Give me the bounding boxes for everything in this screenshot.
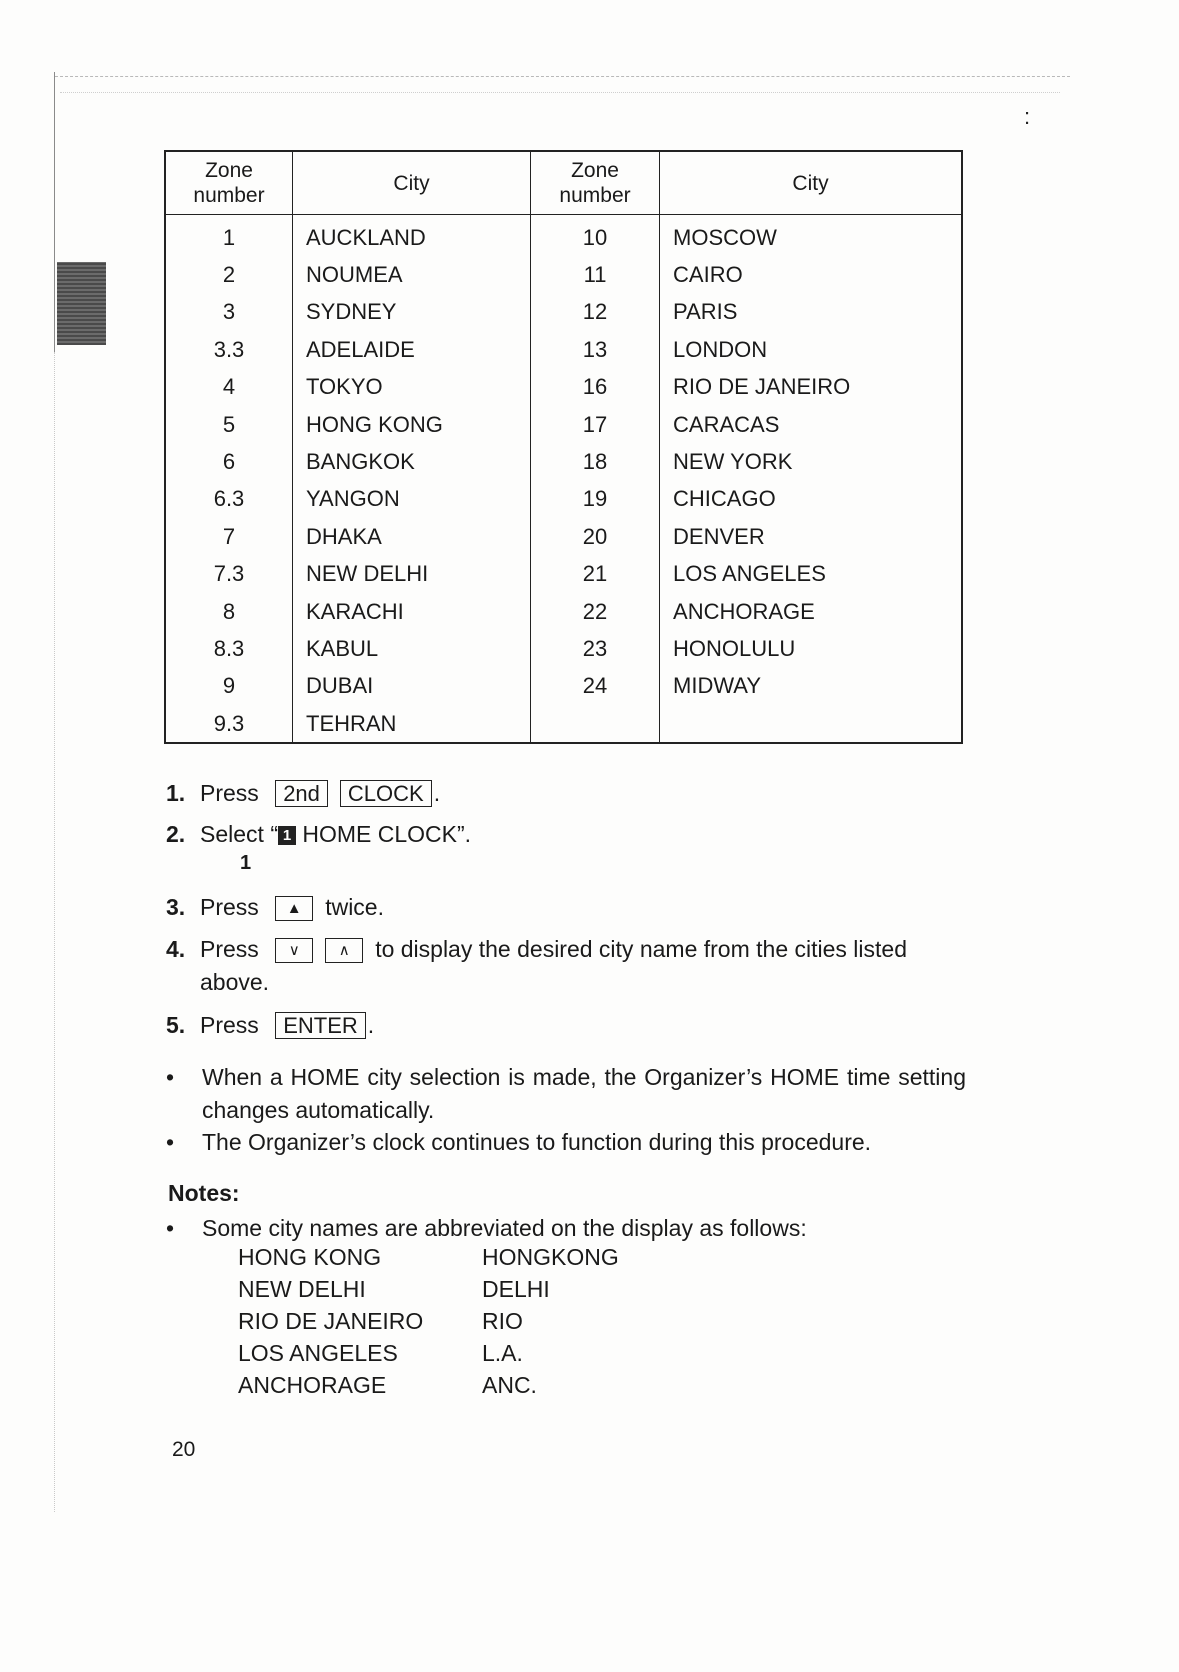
step-1 <box>166 780 440 807</box>
step-number: 2. <box>166 821 186 847</box>
zone-number-cell: 9 <box>165 668 293 705</box>
zone-number-cell: 23 <box>531 630 660 667</box>
bullet-dot-icon: • <box>166 1215 175 1241</box>
abbreviation-full-name: HONG KONG <box>238 1244 382 1270</box>
header-city-2: City <box>660 151 962 215</box>
zone-number-cell: 9.3 <box>165 705 293 743</box>
zone-number-cell: 19 <box>531 481 660 518</box>
city-cell: AUCKLAND <box>293 215 531 257</box>
table-row <box>165 630 962 667</box>
up-arrow-key-icon: ▲ <box>275 896 313 921</box>
city-cell: NOUMEA <box>293 256 531 293</box>
table-header-row <box>165 151 962 215</box>
city-cell: NEW YORK <box>660 443 962 480</box>
zone-number-cell: 6 <box>165 443 293 480</box>
zone-number-cell: 2 <box>165 256 293 293</box>
header-city-1: City <box>293 151 531 215</box>
page-number: 20 <box>172 1438 196 1461</box>
key-2nd: 2nd <box>275 780 328 807</box>
zone-number-cell: 24 <box>531 668 660 705</box>
table-row <box>165 256 962 293</box>
zone-number-cell: 4 <box>165 369 293 406</box>
abbreviation-short-name: L.A. <box>482 1340 523 1366</box>
abbreviation-row <box>238 1244 619 1271</box>
city-cell: ADELAIDE <box>293 331 531 368</box>
abbreviation-full-name: LOS ANGELES <box>238 1340 398 1366</box>
step-number: 1. <box>166 780 186 806</box>
city-cell: YANGON <box>293 481 531 518</box>
abbreviation-row <box>238 1372 537 1399</box>
zone-number-cell: 18 <box>531 443 660 480</box>
bullet-2 <box>166 1126 966 1159</box>
city-cell: LONDON <box>660 331 962 368</box>
city-cell: TEHRAN <box>293 705 531 743</box>
key-clock: CLOCK <box>340 780 432 807</box>
key-enter: ENTER <box>275 1012 366 1039</box>
city-cell: KABUL <box>293 630 531 667</box>
bullet-text: When a HOME city selection is made, the Organizer’s HOME time setting changes automatically. <box>202 1064 966 1123</box>
scan-edge-left <box>54 72 55 352</box>
zone-number-cell: 21 <box>531 556 660 593</box>
zone-number-cell: 7.3 <box>165 556 293 593</box>
step-number: 4. <box>166 936 186 962</box>
zone-number-cell: 8 <box>165 593 293 630</box>
city-cell: MIDWAY <box>660 668 962 705</box>
step-number: 3. <box>166 894 186 920</box>
down-key-icon: ∨ <box>275 938 313 963</box>
scan-edge-left-faint <box>54 352 55 1512</box>
table-row <box>165 331 962 368</box>
city-cell: BANGKOK <box>293 443 531 480</box>
notes-intro-text: Some city names are abbreviated on the display as follows: <box>202 1215 807 1241</box>
abbreviation-short-name: HONGKONG <box>482 1244 619 1270</box>
step-text-end: HOME CLOCK”. <box>295 821 472 847</box>
city-cell: PARIS <box>660 294 962 331</box>
time-zone-table <box>164 150 963 744</box>
zone-number-cell: 1 <box>165 215 293 257</box>
table-row <box>165 593 962 630</box>
abbreviation-full-name: RIO DE JANEIRO <box>238 1308 424 1334</box>
abbreviation-short-name: RIO <box>482 1308 523 1334</box>
step-text-end: . <box>433 780 441 806</box>
city-cell: NEW DELHI <box>293 556 531 593</box>
zone-number-cell: 16 <box>531 369 660 406</box>
zone-number-cell <box>531 705 660 743</box>
step-2-subscript: 1 <box>240 852 252 874</box>
bullet-dot-icon: • <box>166 1129 175 1155</box>
table-row <box>165 668 962 705</box>
zone-number-cell: 8.3 <box>165 630 293 667</box>
city-cell: DUBAI <box>293 668 531 705</box>
abbreviation-full-name: ANCHORAGE <box>238 1372 387 1398</box>
abbreviation-row <box>238 1340 523 1367</box>
notes-title: Notes: <box>168 1180 240 1206</box>
scan-edge-top-faint <box>60 92 1060 93</box>
bullet-text: The Organizer’s clock continues to function during this procedure. <box>202 1129 872 1155</box>
scan-edge-top <box>55 76 1070 77</box>
corner-mark: : <box>1024 104 1031 129</box>
city-cell: ANCHORAGE <box>660 593 962 630</box>
abbreviation-full-name: NEW DELHI <box>238 1276 366 1302</box>
zone-number-cell: 12 <box>531 294 660 331</box>
step-text: Press <box>200 936 259 962</box>
zone-number-cell: 10 <box>531 215 660 257</box>
zone-number-cell: 5 <box>165 406 293 443</box>
city-cell: LOS ANGELES <box>660 556 962 593</box>
table-row <box>165 705 962 743</box>
table-body <box>165 215 962 744</box>
step-text: Select “ <box>200 821 278 847</box>
abbreviation-short-name: ANC. <box>482 1372 537 1398</box>
step-text: Press <box>200 1012 259 1038</box>
zone-number-cell: 3 <box>165 294 293 331</box>
step-text-end: to display the desired city name from the cities listed <box>375 936 907 962</box>
step-text: Press <box>200 780 259 806</box>
zone-number-cell: 20 <box>531 518 660 555</box>
header-zone-number-2: Zone number <box>531 151 660 215</box>
city-cell: HONG KONG <box>293 406 531 443</box>
abbreviation-row <box>238 1276 550 1303</box>
city-cell: DHAKA <box>293 518 531 555</box>
step-number: 5. <box>166 1012 186 1038</box>
city-cell: RIO DE JANEIRO <box>660 369 962 406</box>
zone-number-cell: 6.3 <box>165 481 293 518</box>
zone-number-cell: 22 <box>531 593 660 630</box>
city-cell: SYDNEY <box>293 294 531 331</box>
table-row <box>165 518 962 555</box>
zone-number-cell: 13 <box>531 331 660 368</box>
bullet-1 <box>166 1061 966 1127</box>
table-row <box>165 556 962 593</box>
city-cell: HONOLULU <box>660 630 962 667</box>
city-cell: MOSCOW <box>660 215 962 257</box>
city-cell: TOKYO <box>293 369 531 406</box>
city-cell: KARACHI <box>293 593 531 630</box>
zone-number-cell: 17 <box>531 406 660 443</box>
home-clock-icon: 1 <box>278 826 296 845</box>
city-cell: DENVER <box>660 518 962 555</box>
step-5 <box>166 1012 374 1039</box>
table-row <box>165 406 962 443</box>
notes-intro <box>166 1212 966 1245</box>
table-row <box>165 369 962 406</box>
step-text-end: twice. <box>325 894 384 920</box>
header-zone-number-1: Zone number <box>165 151 293 215</box>
step-text: Press <box>200 894 259 920</box>
step-4-continued: above. <box>200 969 270 995</box>
bullet-dot-icon: • <box>166 1064 175 1090</box>
up-key-icon: ∧ <box>325 938 363 963</box>
step-3 <box>166 894 384 921</box>
city-cell <box>660 705 962 743</box>
city-cell: CHICAGO <box>660 481 962 518</box>
abbreviation-short-name: DELHI <box>482 1276 550 1302</box>
table-row <box>165 294 962 331</box>
table-row <box>165 481 962 518</box>
city-cell: CARACAS <box>660 406 962 443</box>
zone-number-cell: 7 <box>165 518 293 555</box>
zone-number-cell: 3.3 <box>165 331 293 368</box>
city-cell: CAIRO <box>660 256 962 293</box>
zone-number-cell: 11 <box>531 256 660 293</box>
step-4 <box>166 936 907 963</box>
section-tab-marker <box>57 262 106 345</box>
abbreviation-row <box>238 1308 523 1335</box>
step-text-end: . <box>367 1012 375 1038</box>
table-row <box>165 443 962 480</box>
step-2 <box>166 821 471 848</box>
table-row <box>165 215 962 257</box>
